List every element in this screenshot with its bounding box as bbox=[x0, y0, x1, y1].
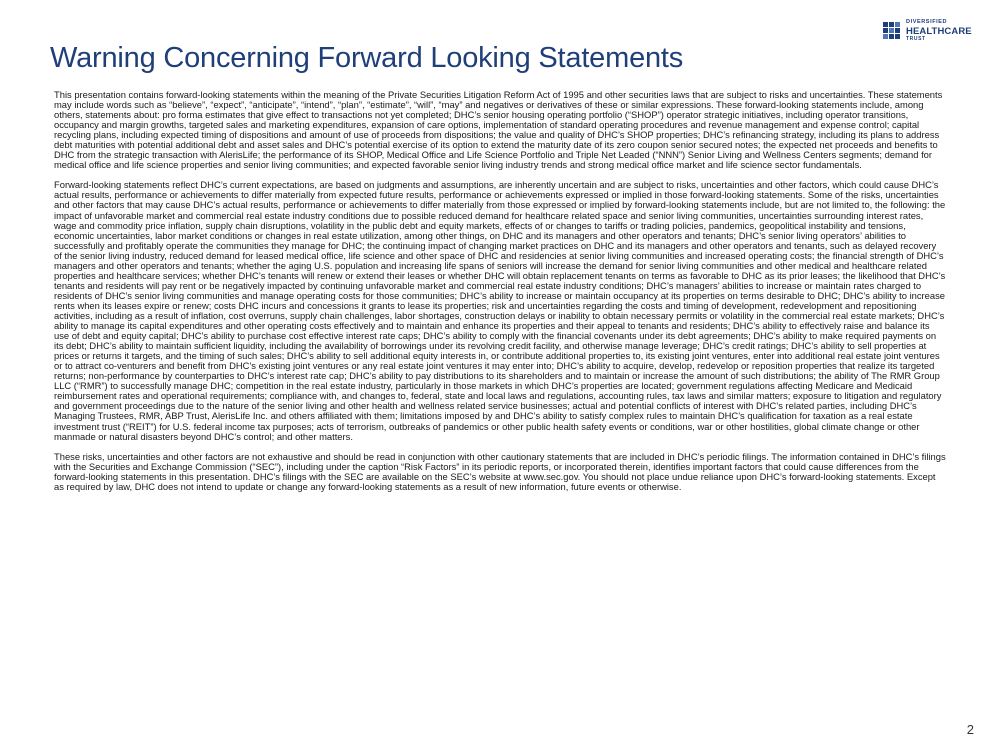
paragraph-closing: These risks, uncertainties and other factors are not exhaustive and should be read in conjunction with other cautionary statements that are included in DHC’s periodic filings. The information contained in DHC’s filings with the Securities and Exchange Commission (“SEC”), including under the caption “Risk Factors” in its periodic reports, or incorporated therein, identifies important factors that could cause differences from the forward-looking statements in this presentation. DHC’s filings with the SEC are available on the SEC’s website at www.sec.gov. You should not place undue reliance upon DHC’s forward-looking statements. Except as required by law, DHC does not intend to update or change any forward-looking statements as a result of new information, future events or otherwise. bbox=[54, 450, 946, 492]
company-logo bbox=[883, 19, 993, 43]
dht-grid-logo-icon bbox=[883, 22, 901, 40]
logo-line-3: TRUST bbox=[906, 36, 926, 42]
logo-line-1: DIVERSIFIED bbox=[906, 19, 948, 25]
page-title: Warning Concerning Forward Looking Statements bbox=[50, 42, 684, 74]
logo-wordmark bbox=[906, 20, 972, 42]
disclaimer-body bbox=[54, 90, 946, 502]
page-number: 2 bbox=[966, 722, 974, 737]
paragraph-intro: This presentation contains forward-looking statements within the meaning of the Private Securities Litigation Reform Act of 1995 and other securities laws that are subject to risks and uncertainties. These statements may include words such as “believe”, “expect”, “anticipate”, “intend”, “plan”, “estimate”, “will”, “may” and negatives or derivatives of these or similar expressions. These forward-looking statements include, among others, statements about: pro forma estimates that give effect to transactions not yet completed; DHC’s senior housing operating portfolio (“SHOP”) operator strategic initiatives, including operator transitions, occupancy and margin growths, targeted sales and marketing expenditures, expansion of care options, implementation of standard operating procedures and revenue management and expense control; capital recycling plans, including expected timing of dispositions and amount of use of proceeds from dispositions; the value and quality of DHC’s SHOP properties; DHC’s refinancing strategy, including its plans to address debt maturities with potential additional debt and asset sales and DHC’s potential exercise of its option to extend the maturity date of its zero coupon senior secured notes; the expected net proceeds and benefits to DHC from the strategic transaction with AlerisLife; the performance of its SHOP, Medical Office and Life Science Portfolio and Triple Net Leaded (“NNN”) Senior Living and Wellness Centers segments; demand for medical office and life science properties and senior living communities; and expected favorable senior living industry trends and strong medical office market and life science sector fundamentals. bbox=[54, 89, 943, 171]
logo-line-2: HEALTHCARE bbox=[906, 25, 972, 37]
paragraph-risk-factors: Forward-looking statements reflect DHC’s current expectations, are based on judgments and assumptions, are inherently uncertain and are subject to risks, uncertainties and other factors, which could cause DHC’s actual results, performance or achievements to differ materially from expected future results, performance or achievements expressed or implied in those forward-looking statements. Some of the risks, uncertainties and other factors that may cause DHC’s actual results, performance or achievements to differ materially from those expressed or implied by forward-looking statements include, but are not limited to, the following: the impact of unfavorable market and commercial real estate industry conditions due to possible reduced demand for healthcare related space and senior living communities, uncertainties surrounding interest rates, wage and commodity price inflation, supply chain disruptions, volatility in the public debt and equity markets, effects of or changes to tariffs or trading policies, pandemics, geopolitical instability and tensions, economic uncertainties, labor market conditions or changes in real estate utilization, among other things, on DHC and its managers and other operators and tenants; DHC’s senior living operators’ abilities to successfully and profitably operate the communities they manage for DHC; the continuing impact of changing market practices on DHC and its managers and other operators and tenants, such as delayed recovery of the senior living industry, reduced demand for leased medical office, life science and other space of DHC and residencies at senior living communities and increased operating costs; the financial strength of DHC’s managers and other operators and tenants; whether the aging U.S. population and increasing life spans of seniors will increase the demand for senior living communities and other medical and healthcare related properties and healthcare services; whether DHC’s tenants will renew or extend their leases or whether DHC will obtain replacement tenants on terms as favorable to DHC as its prior leases; the likelihood that DHC’s tenants and residents will pay rent or be negatively impacted by continuing unfavorable market and commercial real estate industry conditions; DHC’s managers’ abilities to increase or maintain rates charged to residents of DHC’s senior living communities and manage operating costs for those communities; DHC’s ability to increase or maintain occupancy at its properties on terms desirable to DHC; DHC’s ability to increase rents when its leases expire or renew; costs DHC incurs and concessions it grants to lease its properties; risk and uncertainties regarding the costs and timing of development, redevelopment and repositioning activities, including as a result of inflation, cost overruns, supply chain challenges, labor shortages, construction delays or inability to obtain necessary permits or volatility in the commercial real estate markets; DHC’s ability to manage its capital expenditures and other operating costs effectively and to maintain and enhance its properties and their appeal to tenants and residents; DHC’s ability to effectively raise and balance its use of debt and equity capital; DHC’s ability to purchase cost effective interest rate caps; DHC’s ability to comply with the financial covenants under its debt agreements; DHC’s ability to make required payments on its debt; DHC’s ability to maintain sufficient liquidity, including the availability of borrowings under its revolving credit facility, and otherwise manage leverage; DHC’s credit ratings; DHC’s ability to sell properties at prices or returns it targets, and the timing of such sales; DHC’s ability to sell additional equity interests in, or contribute additional properties to, its existing joint ventures, enter into additional real estate joint ventures or to attract co-venturers and benefit from DHC’s existing joint ventures or any real estate joint ventures it may enter into; DHC’s ability to acquire, develop, redevelop or reposition properties that realize its targeted returns; non-performance by counterparties to DHC’s interest rate cap; DHC’s ability to pay distributions to its shareholders and to maintain or increase the amount of such distributions; the ability of The RMR Group LLC (“RMR”) to successfully manage DHC; competition in the real estate industry, particularly in those markets in which DHC’s properties are located; government regulations affecting Medicare and Medicaid reimbursement rates and operational requirements; compliance with, and changes to, federal, state and local laws and regulations, accounting rules, tax laws and similar matters; exposure to litigation and regulatory and government proceedings due to the nature of the senior living and other health and wellness related service businesses; actual and potential conflicts of interest with DHC’s related parties, including DHC’s Managing Trustees, RMR, ABP Trust, AlerisLife Inc. and others affiliated with them; limitations imposed by and DHC’s ability to satisfy complex rules to maintain DHC’s qualification for taxation as a real estate investment trust (“REIT”) for U.S. federal income tax purposes; acts of terrorism, outbreaks of pandemics or other public health safety events or conditions, war or other hostilities, global climate change or other manmade or natural disasters beyond DHC’s control; and other matters. bbox=[54, 179, 946, 442]
